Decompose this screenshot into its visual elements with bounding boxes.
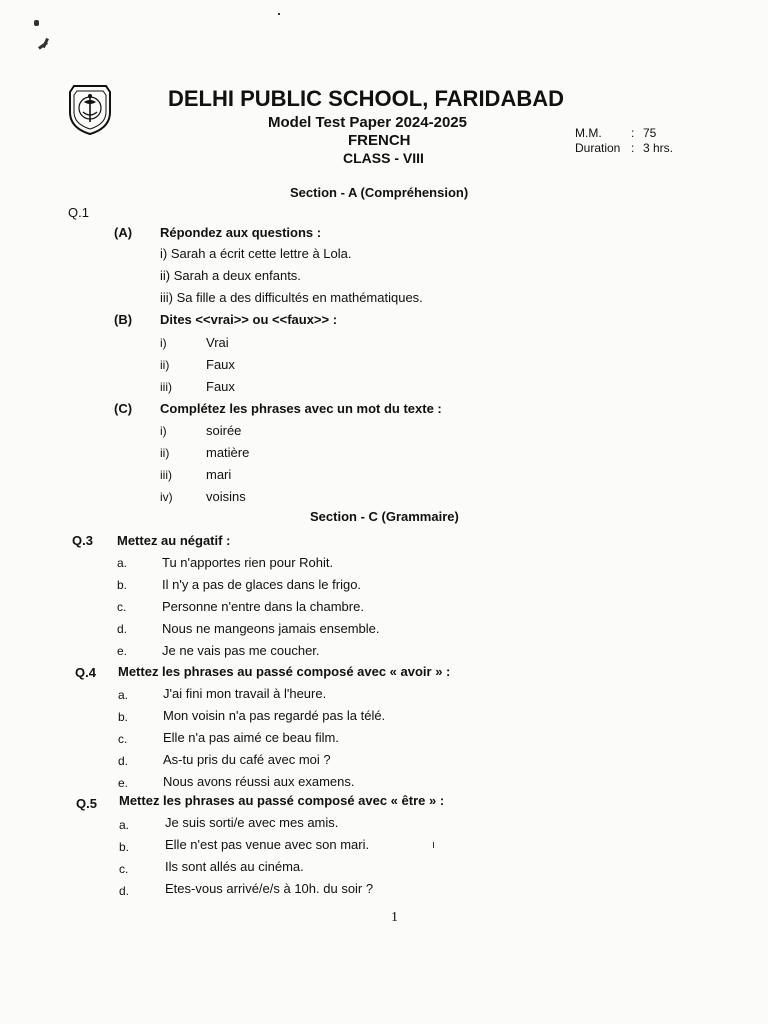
answer-text: As-tu pris du café avec moi ?: [163, 752, 331, 767]
answer-line: i) Sarah a écrit cette lettre à Lola.: [160, 246, 352, 261]
answer-line: iii) Sa fille a des difficultés en mathématiques.: [160, 290, 423, 305]
answer-letter: c.: [119, 862, 129, 876]
answer-letter: e.: [117, 644, 128, 658]
subject-title: FRENCH: [348, 132, 411, 149]
question-number: Q.4: [75, 665, 96, 680]
part-label: (A): [114, 225, 133, 240]
answer-letter: e.: [118, 776, 129, 790]
answer-letter: b.: [117, 578, 128, 592]
answer-number: i): [160, 424, 167, 438]
answer-text: matière: [206, 445, 250, 460]
paper-title: Model Test Paper 2024-2025: [268, 114, 467, 131]
answer-number: i): [160, 336, 167, 350]
class-title: CLASS - VIII: [343, 150, 424, 166]
answer-text: soirée: [206, 423, 242, 438]
answer-letter: b.: [118, 710, 129, 724]
answer-text: Je suis sorti/e avec mes amis.: [165, 815, 339, 830]
answer-text: Je ne vais pas me coucher.: [162, 643, 320, 658]
max-marks-colon: :: [631, 126, 635, 140]
scan-speck: [278, 13, 280, 15]
answer-text: Etes-vous arrivé/e/s à 10h. du soir ?: [165, 881, 374, 896]
answer-number: iv): [160, 490, 173, 504]
answer-text: J'ai fini mon travail à l'heure.: [163, 686, 327, 701]
part-label: (B): [114, 312, 133, 327]
answer-number: iii): [160, 380, 172, 394]
answer-letter: d.: [119, 884, 130, 898]
answer-text: Ils sont allés au cinéma.: [165, 859, 304, 874]
answer-text: Personne n'entre dans la chambre.: [162, 599, 364, 614]
answer-letter: d.: [118, 754, 129, 768]
answer-text: Mon voisin n'a pas regardé pas la télé.: [163, 708, 386, 723]
max-marks-label: M.M.: [575, 126, 602, 140]
duration-value: 3 hrs.: [643, 141, 674, 155]
section-c-title: Section - C (Grammaire): [310, 509, 459, 524]
answer-text: Vrai: [206, 335, 229, 350]
answer-letter: a.: [118, 688, 129, 702]
answer-letter: b.: [119, 840, 130, 854]
answer-text: Faux: [206, 357, 235, 372]
answer-letter: a.: [117, 556, 128, 570]
scan-speck: [433, 842, 434, 848]
question-instruction: Mettez au négatif :: [117, 533, 231, 548]
answer-text: mari: [206, 467, 232, 482]
duration-colon: :: [631, 141, 635, 155]
answer-text: Elle n'a pas aimé ce beau film.: [163, 730, 339, 745]
answer-text: Elle n'est pas venue avec son mari.: [165, 837, 370, 852]
answer-letter: c.: [117, 600, 127, 614]
duration-label: Duration: [575, 141, 621, 155]
scan-speck: [34, 20, 39, 26]
part-instruction: Complétez les phrases avec un mot du texte :: [160, 401, 442, 416]
page-number: 1: [391, 910, 398, 925]
max-marks-value: 75: [643, 126, 657, 140]
answer-text: voisins: [206, 489, 246, 504]
school-name: DELHI PUBLIC SCHOOL, FARIDABAD: [168, 86, 564, 111]
part-label: (C): [114, 401, 133, 416]
answer-number: iii): [160, 468, 172, 482]
question-number: Q.5: [76, 796, 97, 811]
answer-number: ii): [160, 358, 170, 372]
section-a-title: Section - A (Compréhension): [290, 185, 469, 200]
question-instruction: Mettez les phrases au passé composé avec « être » :: [119, 793, 445, 808]
answer-letter: c.: [118, 732, 128, 746]
question-instruction: Mettez les phrases au passé composé avec « avoir » :: [118, 664, 451, 679]
part-instruction: Dites <<vrai>> ou <<faux>> :: [160, 312, 338, 327]
answer-letter: a.: [119, 818, 130, 832]
answer-text: Nous avons réussi aux examens.: [163, 774, 355, 789]
answer-letter: d.: [117, 622, 128, 636]
question-number: Q.3: [72, 533, 93, 548]
answer-line: ii) Sarah a deux enfants.: [160, 268, 301, 283]
answer-text: Tu n'apportes rien pour Rohit.: [162, 555, 334, 570]
school-logo: [66, 82, 114, 136]
answer-text: Faux: [206, 379, 235, 394]
part-instruction: Répondez aux questions :: [160, 225, 322, 240]
answer-text: Il n'y a pas de glaces dans le frigo.: [162, 577, 362, 592]
answer-number: ii): [160, 446, 170, 460]
answer-text: Nous ne mangeons jamais ensemble.: [162, 621, 380, 636]
question-number: Q.1: [68, 205, 89, 220]
